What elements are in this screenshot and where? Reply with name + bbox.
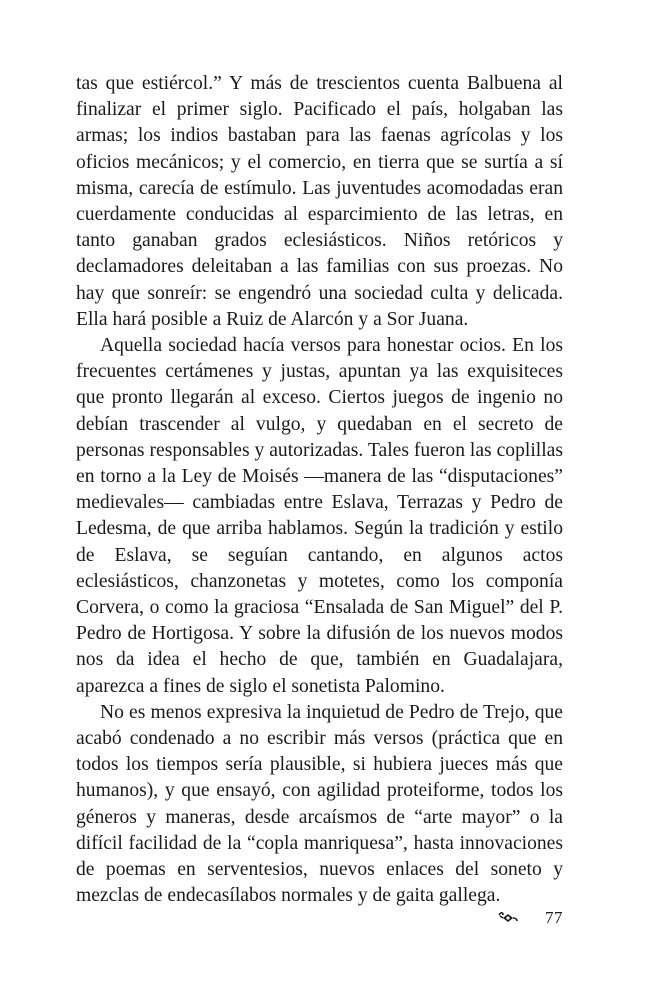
page-footer — [76, 908, 563, 932]
paragraph-1: tas que estiércol.” Y más de trescientos cuenta Balbuena al finalizar el primer siglo. Pacificado el país, holgaban las armas; los indios bastaban para las faenas agrícolas y los oficios mecánicos; y el comercio, en tierra que se surtía a sí misma, carecía de estímulo. Las juventudes acomodadas eran cuerdamente conducidas al esparcimiento de las letras, en tanto ganaban grados eclesiásticos. Niños retóricos y declamadores deleitaban a las familias con sus proezas. No hay que sonreír: se engendró una sociedad culta y delicada. Ella hará posible a Ruiz de Alarcón y a Sor Juana. — [76, 73, 563, 330]
page-number: 77 — [545, 908, 563, 927]
page-body — [76, 71, 563, 910]
paragraph-2: Aquella sociedad hacía versos para honestar ocios. En los frecuentes certámenes y justas, apuntan ya las exquisiteces que pronto llegarán al exceso. Ciertos juegos de ingenio no debían trascender al vulgo, y quedaban en el secreto de personas responsables y autorizadas. Tales fueron las coplillas en torno a la Ley de Moisés —manera de las “disputaciones” medievales— cambiadas entre Eslava, Terrazas y Pedro de Ledesma, de que arriba hablamos. Según la tradición y estilo de Eslava, se seguían cantando, en algunos actos eclesiásticos, chanzonetas y motetes, como los componía Corvera, o como la graciosa “Ensalada de San Miguel” del P. Pedro de Hortigosa. Y sobre la difusión de los nuevos modos nos da idea el hecho de que, también en Guadalajara, aparezca a fines de siglo el sonetista Palomino. — [76, 335, 563, 697]
paragraph-3: No es menos expresiva la inquietud de Pedro de Trejo, que acabó condenado a no escribir más versos (práctica que en todos los tiempos sería plausible, si hubiera jueces más que humanos), y que ensayó, con agilidad proteiforme, todos los géneros y maneras, desde arcaísmos de “arte mayor” o la difícil facilidad de la “copla manriquesa”, hasta innovaciones de poemas en serventesios, nuevos enlaces del soneto y mezclas de endecasílabos normales y de gaita gallega. — [76, 701, 563, 907]
fleuron-ornament-icon — [497, 910, 519, 926]
